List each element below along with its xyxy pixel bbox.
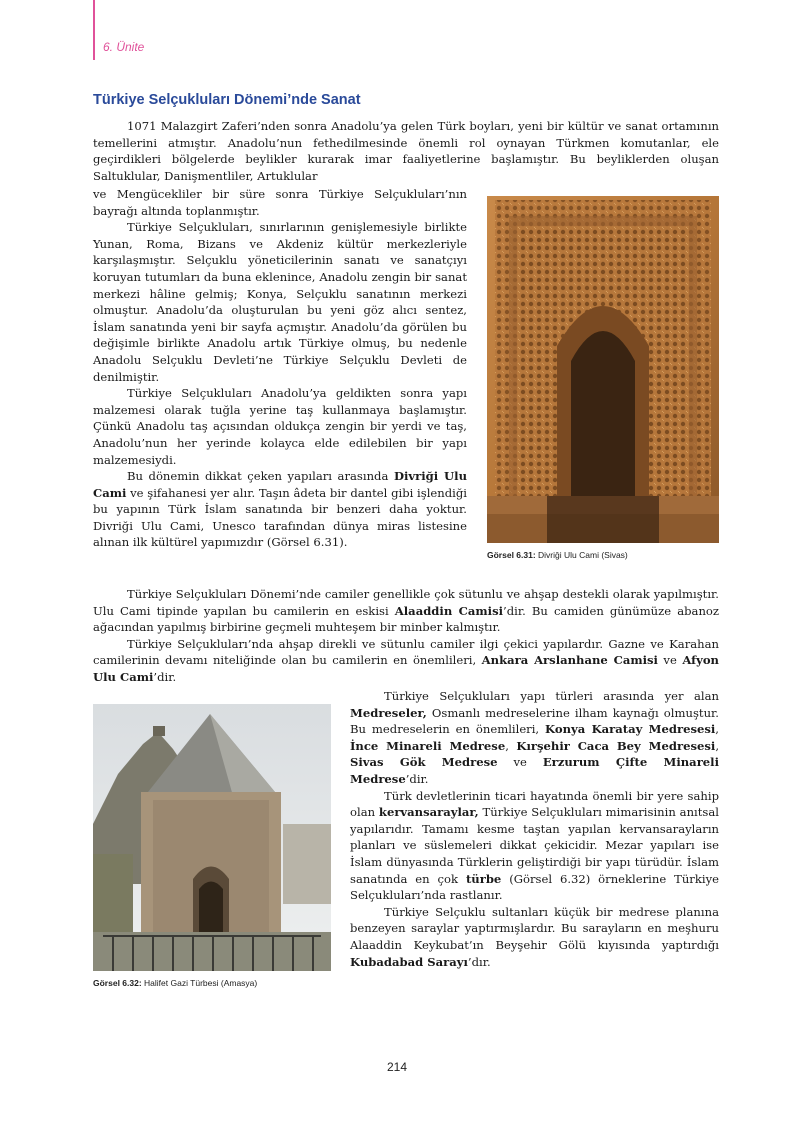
ince-minareli-term: İnce Minareli Medrese (350, 738, 506, 753)
paragraph-9: Türkiye Selçuklu sultanları küçük bir medrese planına benzeyen saraylar yaptırmışlardır. Bu sarayların en meşhuru Alaaddin Keykubat’ın Beyşehir Gölü kıyısında yaptırdığı Kubadabad Sarayı’dır. (350, 904, 719, 969)
paragraph-4: Bu dönemin dikkat çeken yapıları arasında Divriği Ulu Cami ve şifahanesi yer alır. Taşın âdeta bir dantel gibi işlendiği bu yapının Türk İslam sanatında bir benzeri daha yoktur. Divriği Ulu Cami, Unesco tarafından dünya miras listesine alınan ilk kültürel yapımızdır (Görsel 6.31). (93, 469, 467, 550)
alaaddin-term: Alaaddin Camisi (394, 603, 504, 618)
paragraph-5: Türkiye Selçukluları Dönemi’nde camiler genellikle çok sütunlu ve ahşap destekli olarak yapılmıştır. Ulu Cami tipinde yapılan bu camilerin en eskisi Alaaddin Camisi’dir. Bu camiden günümüze abanoz ağacından yapılmış birbirine geçmeli muhteşem bir minber kalmıştır. (93, 587, 719, 635)
section-title: Türkiye Selçukluları Dönemi’nde Sanat (93, 92, 361, 108)
divrigi-term: Divriği Ulu Cami (93, 469, 467, 500)
paragraph-6: Türkiye Selçukluları’nda ahşap direkli ve sütunlu camiler ilgi çekici yapılardır. Gazne ve Karahan camilerinin devamı niteliğinde olan bu camilerin en önemlileri, Ankara Arslanhane Camisi ve Afyon Ulu Cami’dir. (93, 636, 719, 684)
right-column (350, 688, 719, 970)
figure-2-caption: Görsel 6.32: Halifet Gazi Türbesi (Amasya) (93, 978, 258, 988)
page-number: 214 (386, 1060, 408, 1074)
divrigi-photo (487, 196, 719, 543)
caca-bey-term: Kırşehir Caca Bey Medresesi (516, 738, 716, 753)
paragraph-8: Türk devletlerinin ticari hayatında önemli bir yere sahip olan kervansaraylar, Türkiye Selçukluları mimarisinin anıtsal yapılarıdır. Tamamı kesme taştan yapılan kervansarayların planları ve süslemeleri dikkat çekicidir. Mezar yapıları ise İslam dünyasında Türklerin geliştirdiği bir yapı türüdür. İslam sanatında en çok türbe (Görsel 6.32) örneklerine Türkiye Selçukluları’nda rastlanır. (350, 788, 719, 903)
middle-block (93, 586, 719, 686)
afyon-term: Afyon Ulu Cami (93, 653, 719, 684)
figure-1-caption: Görsel 6.31: Divriği Ulu Cami (Sivas) (487, 550, 628, 560)
halifet-gazi-photo (93, 704, 331, 971)
kubadabad-term: Kubadabad Sarayı (350, 954, 468, 969)
gok-medrese-term: Sivas Gök Medrese (350, 755, 498, 770)
unit-bar (93, 0, 95, 60)
paragraph-3: Türkiye Selçukluları Anadolu’ya geldikten sonra yapı malzemesi olarak tuğla yerine taş kullanmaya başlamıştır. Çünkü Anadolu taş açısından oldukça zengin bir yerdi ve taş, Anadolu’nun her yerinde kolayca elde edilebilen bir yapı malzemesiydi. (93, 386, 467, 467)
medreseler-term: Medreseler, (350, 705, 427, 720)
paragraph-1-cont: ve Mengücekliler bir süre sonra Türkiye Selçukluları’nın bayrağı altında toplanmıştır. (93, 187, 467, 218)
kervansaraylar-term: kervansaraylar, (378, 805, 479, 820)
turbe-term: türbe (465, 871, 502, 886)
paragraph-1: 1071 Malazgirt Zaferi’nden sonra Anadolu’ya gelen Türk boyları, yeni bir kültür ve sanat ortamının temellerini atmıştır. Anadolu’nun fethedilmesinde önemli rol oynayan Türkmen komutanlar, ele geçirdikleri bölgelerde beylikler kurarak imar faaliyetlerine başlamıştır. Bu beyliklerden oluşan Saltuklular, Danişmentliler, Artuklular (93, 119, 719, 183)
cifte-minareli-term: Erzurum Çifte Minareli Medrese (350, 755, 719, 786)
karatay-term: Konya Karatay Medresesi (545, 722, 716, 737)
left-column (93, 186, 467, 551)
paragraph-2: Türkiye Selçukluları, sınırlarının genişlemesiyle birlikte Yunan, Roma, Bizans ve Akdeniz kültür merkezleriyle karşılaşmıştır. Selçuklu yöneticilerinin sanatı ve sanatçıyı koruyan tutumları da buna eklenince, Anadolu zengin bir sanat merkezi hâline gelmiş; Konya, Selçuklu sanatının merkezi olmuştur. Anadolu’da oluşturulan bu yeni göz alıcı sentez, İslam sanatında yeni bir sayfa açmıştır. Anadolu’da görülen bu değişimle birlikte Anadolu artık Türkiye olmuş, bu nedenle Anadolu Selçuklu Devleti’ne Türkiye Selçuklu Devleti de denilmiştir. (93, 220, 467, 384)
intro-block (93, 118, 719, 184)
arslanhane-term: Ankara Arslanhane Camisi (481, 653, 658, 668)
unit-label: 6. Ünite (103, 40, 145, 54)
paragraph-7: Türkiye Selçukluları yapı türleri arasında yer alan Medreseler, Osmanlı medreselerine ilham kaynağı olmuştur. Bu medreselerin en önemlileri, Konya Karatay Medresesi, İnce Minareli Medrese, Kırşehir Caca Bey Medresesi, Sivas Gök Medrese ve Erzurum Çifte Minareli Medrese’dir. (350, 689, 719, 786)
